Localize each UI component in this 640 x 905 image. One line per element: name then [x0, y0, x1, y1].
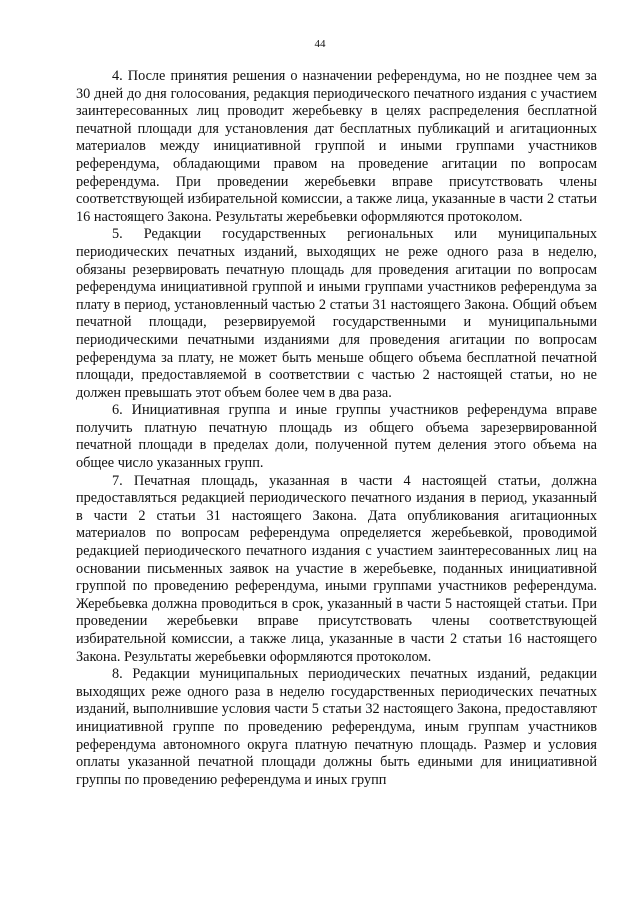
paragraph-7: 7. Печатная площадь, указанная в части 4 настоящей статьи, должна предоставляться редакцией периодического печатного издания в период, указанный в части 2 статьи 31 настоящего Закона. Дата опубликования агитационных материалов по вопросам референдума определяется жеребьевкой, проводимой редакцией периодического печатного издания с участием заинтересованных лиц на основании письменных заявок на участие в жеребьевке, поданных инициативной группой по проведению референдума, иными группами участников референдума. Жеребьевка должна проводиться в срок, указанный в части 5 настоящей статьи. При проведении жеребьевки вправе присутствовать члены соответствующей избирательной комиссии, а также лица, указанные в части 2 статьи 16 настоящего Закона. Результаты жеребьевки оформляются протоколом. [76, 472, 597, 665]
paragraph-6: 6. Инициативная группа и иные группы участников референдума вправе получить платную печатную площадь из общего объема зарезервированной печатной площади в пределах доли, полученной путем деления этого объема на общее число указанных групп. [76, 402, 597, 472]
page-number: 44 [314, 38, 326, 50]
paragraph-4: 4. После принятия решения о назначении референдума, но не позднее чем за 30 дней до дня голосования, редакция периодического печатного издания с участием заинтересованных лиц проводит жеребьевку в целях распределения бесплатной печатной площади для установления дат бесплатных публикаций и агитационных материалов между инициативной группой и иными группами участников референдума, обладающими правом на проведение агитации по вопросам референдума. При проведении жеребьевки вправе присутствовать члены соответствующей избирательной комиссии, а также лица, указанные в части 2 статьи 16 настоящего Закона. Результаты жеребьевки оформляются протоколом. [76, 68, 597, 225]
paragraph-8: 8. Редакции муниципальных периодических печатных изданий, редакции выходящих реже одного раза в неделю государственных периодических печатных изданий, выполнившие условия части 5 статьи 32 настоящего Закона, предоставляют инициативной группе по проведению референдума, иным группам участников референдума автономного округа платную печатную площадь. Размер и условия оплаты указанной печатной площади должны быть едиными для инициативной группы по проведению референдума и иных групп [76, 666, 597, 788]
document-body [76, 68, 597, 789]
paragraph-5: 5. Редакции государственных региональных или муниципальных периодических печатных изданий, выходящих не реже одного раза в неделю, обязаны резервировать печатную площадь для проведения агитации по вопросам референдума инициативной группой и иными группами участников референдума за плату в период, установленный частью 2 статьи 31 настоящего Закона. Общий объем печатной площади, резервируемой государственными и муниципальными периодическими печатными изданиями для проведения агитации по вопросам референдума за плату, не может быть меньше общего объема бесплатной печатной площади, предоставляемой в соответствии с частью 2 настоящей статьи, но не должен превышать этот объем более чем в два раза. [76, 226, 597, 401]
